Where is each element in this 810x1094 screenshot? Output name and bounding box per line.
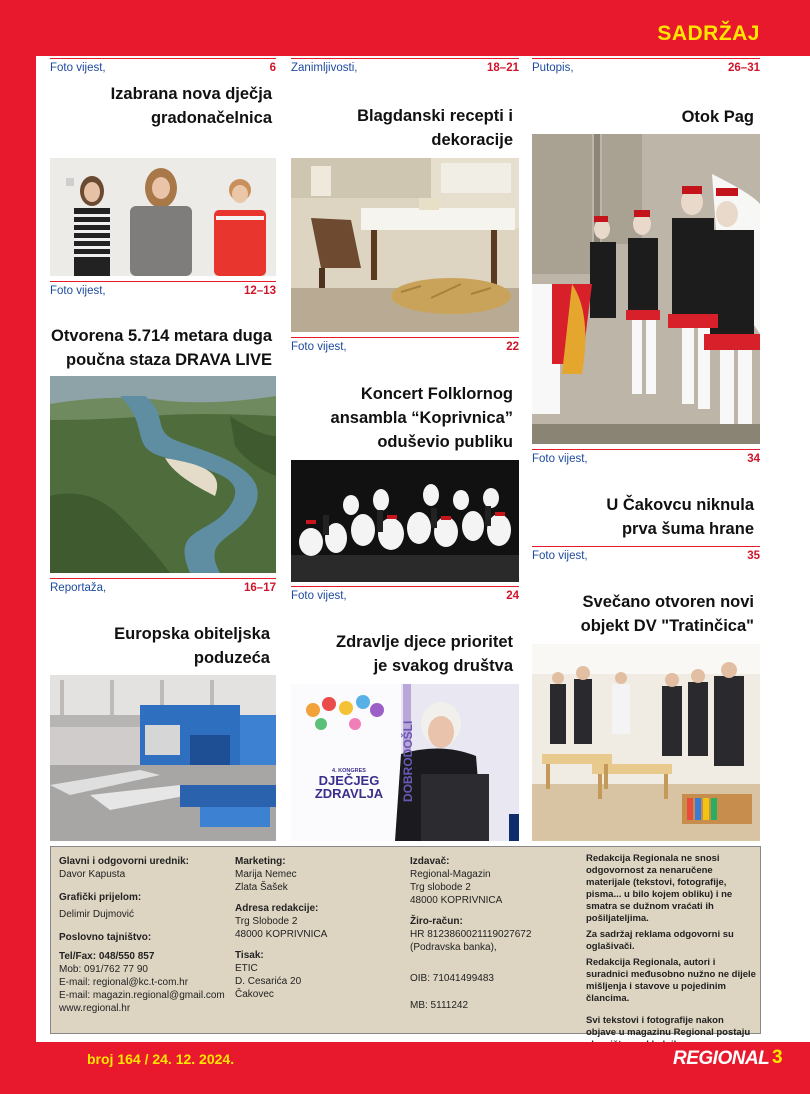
article-2-headline[interactable]: Blagdanski recepti i dekoracije — [357, 107, 513, 149]
poster — [305, 768, 393, 800]
address-line-1: Trg Slobode 2 — [235, 916, 298, 927]
article-category: Zanimljivosti, — [291, 62, 358, 74]
marketing-name-1: Marija Nemec — [235, 869, 297, 880]
print-line-2: D. Cesarića 20 — [235, 976, 302, 987]
kindergarten-photo — [532, 644, 760, 841]
article-4-headline[interactable]: Otvorena 5.714 metara duga poučna staza DRAVA LIVE — [50, 327, 272, 369]
article-2-meta[interactable] — [291, 58, 519, 76]
address-label: Adresa redakcije: — [235, 903, 319, 914]
article-page: 18–21 — [487, 62, 519, 74]
article-7-meta[interactable] — [50, 578, 276, 596]
article-category: Reportaža, — [50, 582, 107, 594]
oib: OIB: 71041499483 — [410, 973, 494, 984]
article-5-meta[interactable] — [291, 337, 519, 355]
email-1[interactable]: E-mail: regional@kc.t-com.hr — [59, 977, 189, 988]
article-category: Foto vijest, — [50, 62, 106, 74]
article-1-photo[interactable] — [50, 158, 276, 276]
article-category: Putopis, — [532, 62, 574, 74]
article-1-meta[interactable] — [50, 58, 276, 76]
article-9-photo[interactable] — [532, 644, 760, 841]
print-line-1: ETIC — [235, 963, 258, 974]
marketing-label: Marketing: — [235, 856, 286, 867]
mobile: Mob: 091/762 77 90 — [59, 964, 148, 975]
disclaimer-3: Redakcija Regionala, autori i suradnici međusobno nužno ne dijele mišljenja i stavove u pojedinim člancima. — [586, 957, 756, 1004]
issue-label: broj 164 / 24. 12. 2024. — [87, 1051, 235, 1067]
article-page: 12–13 — [244, 285, 276, 297]
regional-logo: REGIONAL — [673, 1048, 770, 1069]
article-page: 35 — [747, 550, 760, 562]
article-6-headline[interactable]: U Čakovcu niknula prva šuma hrane — [606, 496, 754, 538]
river-aerial-photo — [50, 376, 276, 573]
article-category: Foto vijest, — [50, 285, 106, 297]
article-page: 6 — [269, 62, 276, 74]
article-category: Foto vijest, — [532, 453, 588, 465]
article-5-headline[interactable]: Koncert Folklornog ansambla “Koprivnica” oduševio publiku — [330, 385, 513, 451]
article-7-headline[interactable]: Europska obiteljska poduzeća — [114, 625, 270, 667]
article-9-meta[interactable] — [532, 546, 760, 564]
poster-line2: DJEČJEG — [318, 773, 380, 788]
article-6-meta[interactable] — [532, 449, 760, 467]
print-label: Tisak: — [235, 950, 264, 961]
article-category: Foto vijest, — [291, 590, 347, 602]
email-2[interactable]: E-mail: magazin.regional@gmail.com — [59, 990, 225, 1001]
article-category: Foto vijest, — [291, 341, 347, 353]
pag-folklore-photo — [532, 134, 760, 444]
article-4-photo[interactable] — [50, 376, 276, 573]
page-number: 3 — [772, 1047, 783, 1068]
poster-line1: 4. KONGRES — [332, 768, 366, 774]
article-1-headline[interactable]: Izabrana nova dječja gradonačelnica — [110, 85, 272, 127]
address-line-2: 48000 KOPRIVNICA — [235, 929, 328, 940]
christmas-room-photo — [291, 158, 519, 332]
section-title: SADRŽAJ — [657, 22, 760, 45]
print-line-3: Čakovec — [235, 989, 274, 1000]
folklore-stage-photo — [291, 460, 519, 582]
article-category: Foto vijest, — [532, 550, 588, 562]
factory-photo — [50, 675, 276, 841]
article-7-photo[interactable] — [50, 675, 276, 841]
marketing-name-2: Zlata Šašek — [235, 882, 288, 893]
imprint-box — [50, 846, 761, 1038]
layout-label: Grafički prijelom: — [59, 892, 142, 903]
article-9-headline[interactable]: Svečano otvoren novi objekt DV "Tratinčica" — [580, 593, 754, 635]
poster-side: DOBRODOŠLI — [401, 720, 415, 802]
account-number: HR 8123860021119027672 — [410, 929, 532, 940]
article-8-headline[interactable]: Zdravlje djece prioritet je svakog društva — [336, 633, 513, 675]
article-page: 24 — [506, 590, 519, 602]
article-page: 34 — [747, 453, 760, 465]
poster-line3: ZDRAVLJA — [314, 786, 384, 801]
disclaimer-4: Svi tekstovi i fotografije nakon objave u magazinu Regional postaju — [586, 1015, 751, 1038]
publisher-line-1: Regional-Magazin — [410, 869, 491, 880]
publisher-label: Izdavač: — [410, 856, 450, 867]
website[interactable]: www.regional.hr — [59, 1003, 131, 1014]
imprint-col-1 — [59, 855, 234, 1015]
account-bank: (Podravska banka), — [410, 942, 497, 953]
article-2-photo[interactable] — [291, 158, 519, 332]
account-label: Žiro-račun: — [410, 916, 463, 927]
article-3-photo[interactable] — [532, 134, 760, 444]
article-4-meta[interactable] — [50, 281, 276, 299]
article-page: 16–17 — [244, 582, 276, 594]
secretary-label: Poslovno tajništvo: — [59, 932, 152, 943]
article-page: 22 — [506, 341, 519, 353]
article-3-headline[interactable]: Otok Pag — [681, 108, 754, 126]
children-photo — [50, 158, 276, 276]
tel-fax: Tel/Fax: 048/550 857 — [59, 951, 155, 962]
disclaimer-1: Redakcija Regionala ne snosi odgovornost za nenaručene materijale (tekstovi, fotografije, pisma... u bilo kojem obliku) i ne smatra se dužnom vraćati ih pošiljateljima. — [586, 853, 733, 924]
article-page: 26–31 — [728, 62, 760, 74]
editor-name: Davor Kapusta — [59, 869, 126, 880]
publisher-line-2: Trg slobode 2 — [410, 882, 471, 893]
imprint-col-3 — [410, 855, 575, 1012]
imprint-col-4 — [586, 853, 756, 1051]
article-8-meta[interactable] — [291, 586, 519, 604]
disclaimer-2: Za sadržaj reklama odgovorni su oglašivači. — [586, 929, 734, 952]
article-3-meta[interactable] — [532, 58, 760, 76]
imprint-col-2 — [235, 855, 385, 1001]
publisher-line-3: 48000 KOPRIVNICA — [410, 895, 503, 906]
article-5-photo[interactable] — [291, 460, 519, 582]
article-8-photo[interactable] — [291, 684, 519, 841]
layout-name: Delimir Dujmović — [59, 909, 135, 920]
mb: MB: 5111242 — [410, 1000, 469, 1011]
editor-label: Glavni i odgovorni urednik: — [59, 856, 190, 867]
